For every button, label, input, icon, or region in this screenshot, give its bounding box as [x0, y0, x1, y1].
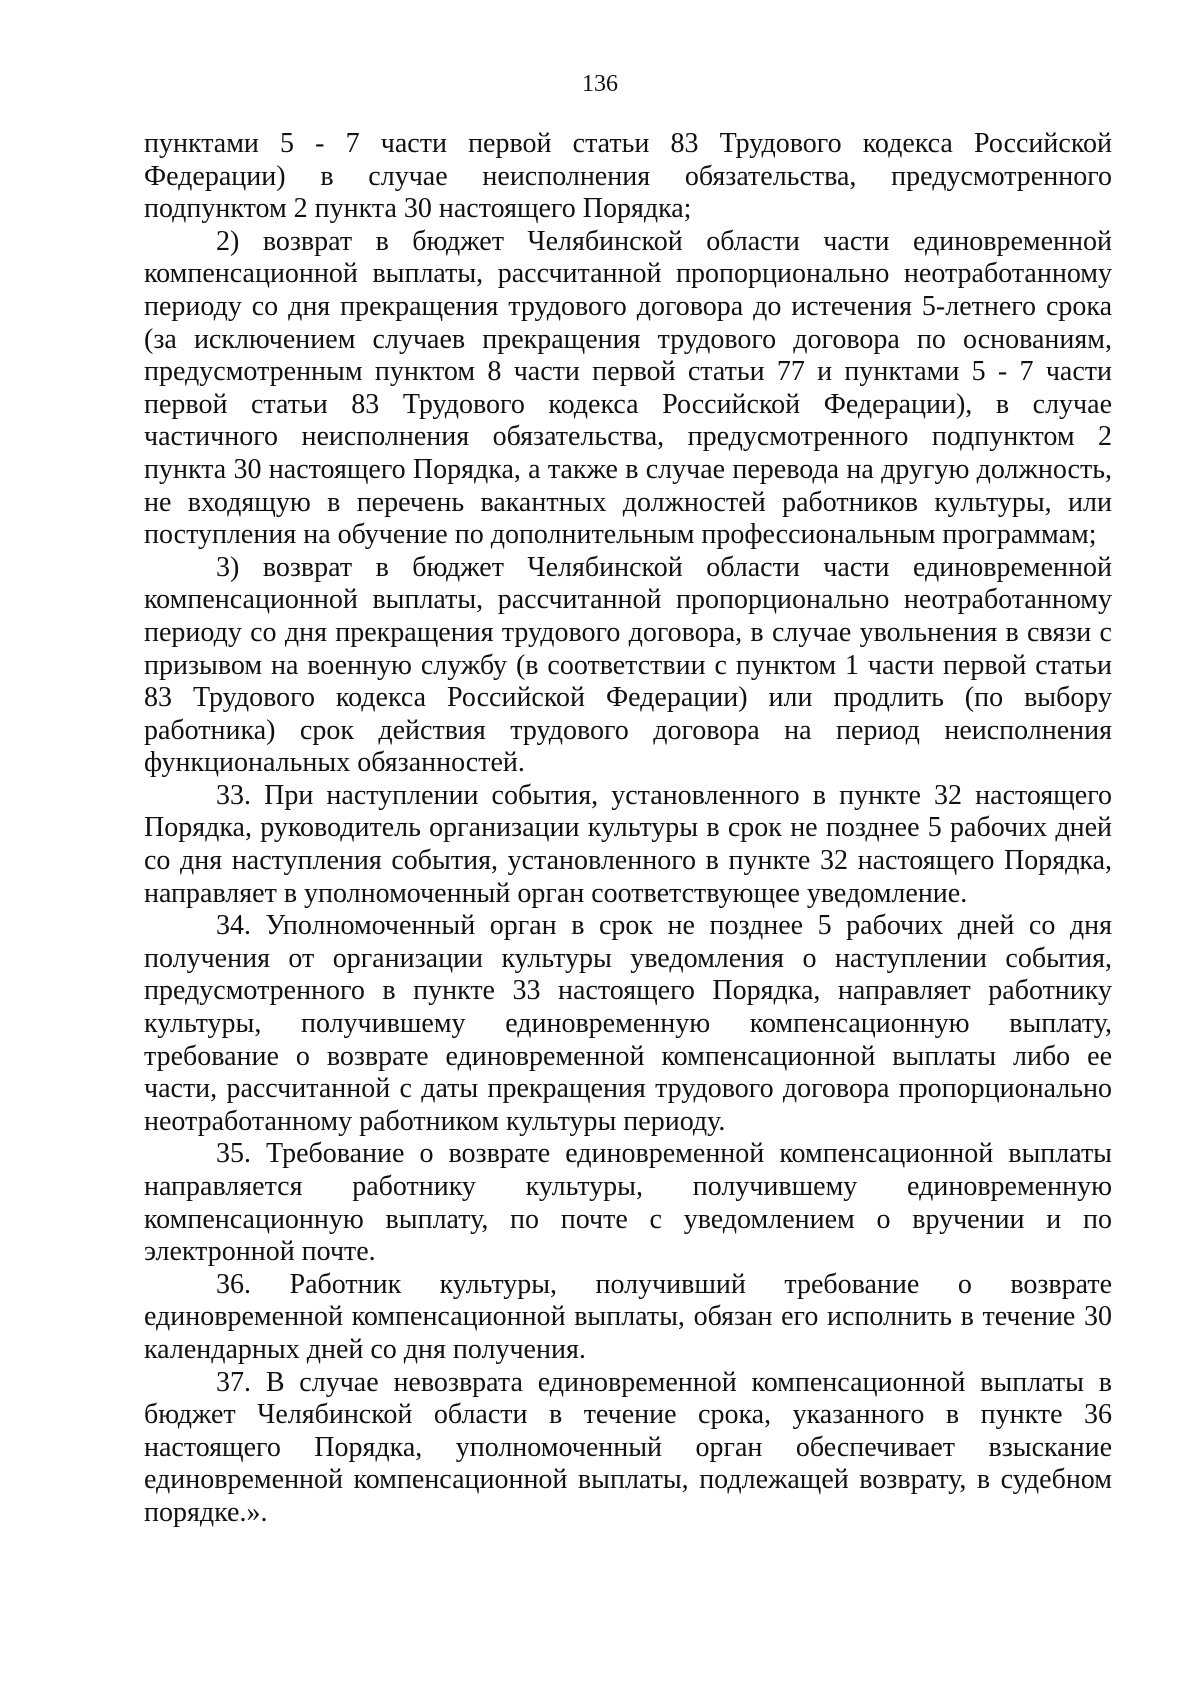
page-number: 136	[582, 71, 618, 97]
paragraph-point-37: 37. В случае невозврата единовременной компенсационной выплаты в бюджет Челябинской области в течение срока, указанного в пункте 36 настоящего Порядка, уполномоченный орган обеспечивает взыскание единовременной компенсационной выплаты, подлежащей возврату, в судебном порядке.».	[144, 1366, 1112, 1528]
paragraph-item-2: 2) возврат в бюджет Челябинской области части единовременной компенсационной выплаты, рассчитанной пропорционально неотработанному периоду со дня прекращения трудового договора до истечения 5-летнего срока (за исключением случаев прекращения трудового договора по основаниям, предусмотренным пунктом 8 части первой статьи 77 и пунктами 5 - 7 части первой статьи 83 Трудового кодекса Российской Федерации), в случае частичного неисполнения обязательства, предусмотренного подпунктом 2 пункта 30 настоящего Порядка, а также в случае перевода на другую должность, не входящую в перечень вакантных должностей работников культуры, или поступления на обучение по дополнительным профессиональным программам;	[144, 225, 1112, 551]
document-body	[144, 128, 1112, 1530]
paragraph-continuation: пунктами 5 - 7 части первой статьи 83 Трудового кодекса Российской Федерации) в случае неисполнения обязательства, предусмотренного подпунктом 2 пункта 30 настоящего Порядка;	[144, 128, 1112, 225]
paragraph-point-33: 33. При наступлении события, установленного в пункте 32 настоящего Порядка, руководитель организации культуры в срок не позднее 5 рабочих дней со дня наступления события, установленного в пункте 32 настоящего Порядка, направляет в уполномоченный орган соответствующее уведомление.	[144, 779, 1112, 909]
paragraph-point-36: 36. Работник культуры, получивший требование о возврате единовременной компенсационной выплаты, обязан его исполнить в течение 30 календарных дней со дня получения.	[144, 1268, 1112, 1365]
paragraph-item-3: 3) возврат в бюджет Челябинской области части единовременной компенсационной выплаты, рассчитанной пропорционально неотработанному периоду со дня прекращения трудового договора, в случае увольнения в связи с призывом на военную службу (в соответствии с пунктом 1 части первой статьи 83 Трудового кодекса Российской Федерации) или продлить (по выбору работника) срок действия трудового договора на период неисполнения функциональных обязанностей.	[144, 551, 1112, 779]
paragraph-point-34: 34. Уполномоченный орган в срок не позднее 5 рабочих дней со дня получения от организации культуры уведомления о наступлении события, предусмотренного в пункте 33 настоящего Порядка, направляет работнику культуры, получившему единовременную компенсационную выплату, требование о возврате единовременной компенсационной выплаты либо ее части, рассчитанной с даты прекращения трудового договора пропорционально неотработанному работником культуры периоду.	[144, 910, 1112, 1137]
paragraph-point-35: 35. Требование о возврате единовременной компенсационной выплаты направляется работнику культуры, получившему единовременную компенсационную выплату, по почте с уведомлением о вручении и по электронной почте.	[144, 1138, 1112, 1268]
